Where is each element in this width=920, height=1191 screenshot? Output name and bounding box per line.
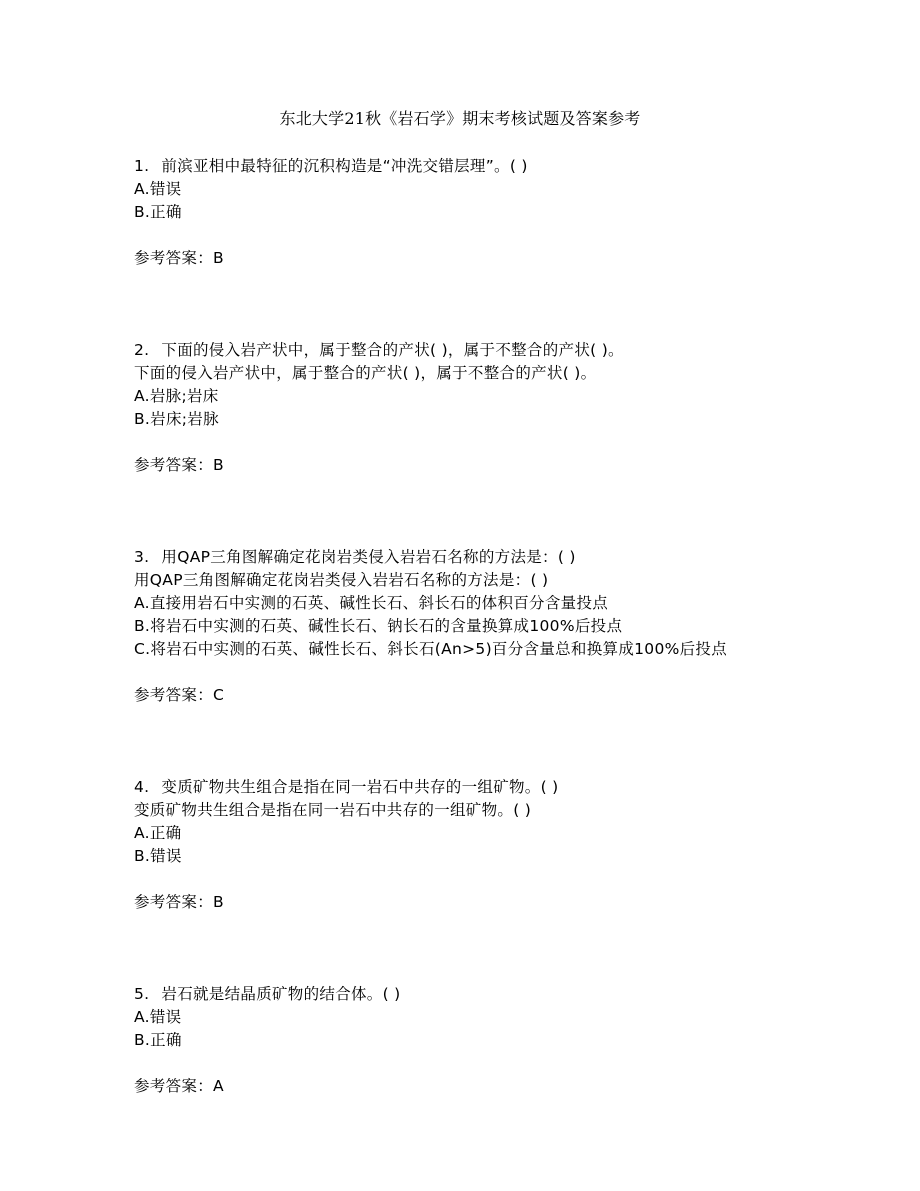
option-b: B.正确 [134,1031,182,1049]
question-5 [134,983,794,1098]
document-title: 东北大学21秋《岩石学》期末考核试题及答案参考 [279,109,641,128]
question-stem-repeat: 用QAP三角图解确定花岗岩类侵入岩岩石名称的方法是：( ) [134,571,549,589]
question-4 [134,776,794,914]
question-stem [134,155,794,178]
question-text: 岩石就是结晶质矿物的结合体。( ) [161,985,401,1003]
reference-answer: 参考答案：C [134,686,225,704]
question-stem [134,983,794,1006]
option-b: B.正确 [134,203,182,221]
option-a: A.错误 [134,180,182,198]
option-a: A.正确 [134,824,182,842]
question-text: 用QAP三角图解确定花岗岩类侵入岩岩石名称的方法是：( ) [161,548,576,566]
question-number: 1. [134,157,150,175]
option-a: A.直接用岩石中实测的石英、碱性长石、斜长石的体积百分含量投点 [134,594,609,612]
question-stem [134,776,794,799]
reference-answer: 参考答案：B [134,893,224,911]
option-b: B.岩床;岩脉 [134,410,219,428]
spacer [134,914,794,983]
reference-answer: 参考答案：A [134,1077,224,1095]
question-list [134,155,794,1098]
option-b: B.错误 [134,847,182,865]
reference-answer: 参考答案：B [134,456,224,474]
question-stem [134,339,794,362]
question-stem-repeat: 下面的侵入岩产状中，属于整合的产状( )，属于不整合的产状( )。 [134,364,597,382]
question-text: 下面的侵入岩产状中，属于整合的产状( )，属于不整合的产状( )。 [161,341,624,359]
question-stem-repeat: 变质矿物共生组合是指在同一岩石中共存的一组矿物。( ) [134,801,532,819]
question-2 [134,339,794,477]
question-number: 4. [134,778,150,796]
question-3 [134,546,794,707]
question-text: 前滨亚相中最特征的沉积构造是“冲洗交错层理”。( ) [161,157,528,175]
question-number: 2. [134,341,150,359]
question-number: 5. [134,985,150,1003]
option-c: C.将岩石中实测的石英、碱性长石、斜长石(An>5)百分含量总和换算成100%后投点 [134,640,728,658]
option-a: A.错误 [134,1008,182,1026]
question-stem [134,546,794,569]
spacer [134,707,794,776]
spacer [134,270,794,339]
question-1 [134,155,794,270]
spacer [134,477,794,546]
question-text: 变质矿物共生组合是指在同一岩石中共存的一组矿物。( ) [161,778,559,796]
option-b: B.将岩石中实测的石英、碱性长石、钠长石的含量换算成100%后投点 [134,617,623,635]
question-number: 3. [134,548,150,566]
option-a: A.岩脉;岩床 [134,387,219,405]
reference-answer: 参考答案：B [134,249,224,267]
